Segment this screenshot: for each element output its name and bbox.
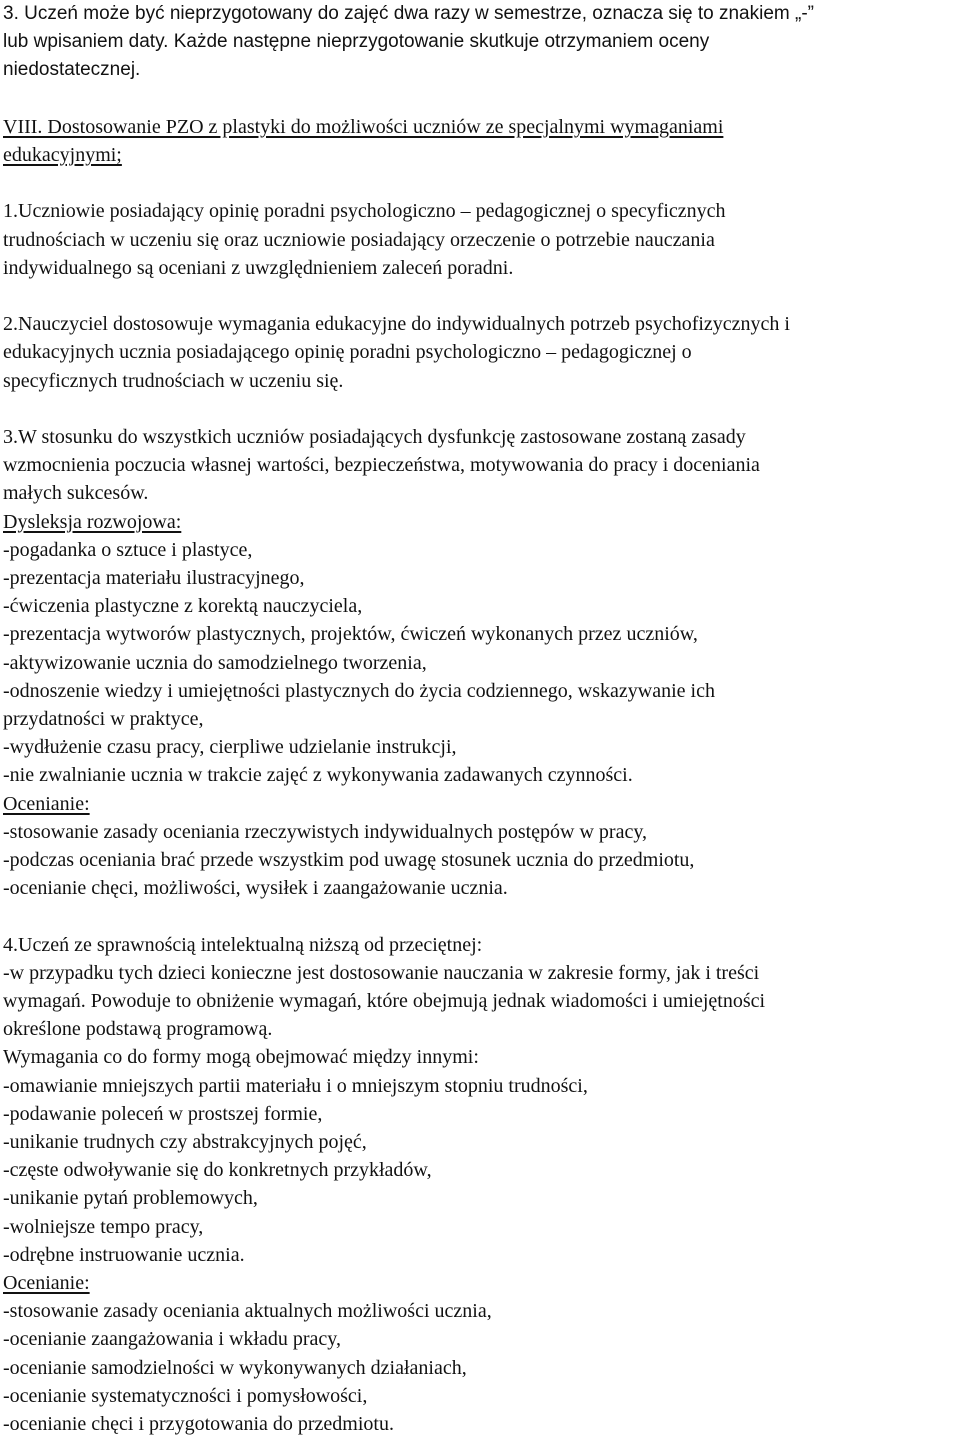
list-item: -częste odwoływanie się do konkretnych przykładów, bbox=[3, 1159, 432, 1182]
list-item: -wolniejsze tempo pracy, bbox=[3, 1215, 204, 1238]
section-viii-heading bbox=[3, 113, 955, 169]
list-item: -stosowanie zasady oceniania rzeczywistych indywidualnych postępów w pracy, bbox=[3, 820, 648, 843]
paragraph-3 bbox=[3, 423, 955, 508]
list-item: -prezentacja materiału ilustracyjnego, bbox=[3, 567, 305, 589]
list-item: -ocenianie zaangażowania i wkładu pracy, bbox=[3, 1328, 341, 1351]
paragraph-2 bbox=[3, 310, 955, 395]
paragraph-4-list bbox=[3, 959, 955, 1269]
paragraph-4-heading: 4.Uczeń ze sprawnością intelektualną niższą od przeciętnej: bbox=[3, 933, 483, 956]
section-heading-line: VIII. Dostosowanie PZO z plastyki do możliwości uczniów ze specjalnymi wymaganiami bbox=[3, 115, 724, 138]
list-item: -podawanie poleceń w prostszej formie, bbox=[3, 1102, 323, 1125]
list-item: -ocenianie systematyczności i pomysłowości, bbox=[3, 1384, 368, 1407]
list-item: -odnoszenie wiedzy i umiejętności plastycznych do życia codziennego, wskazywanie ich bbox=[3, 679, 715, 702]
text-line: lub wpisaniem daty. Każde następne nieprzygotowanie skutkuje otrzymaniem oceny bbox=[3, 31, 710, 53]
list-item: -unikanie pytań problemowych, bbox=[3, 1187, 258, 1210]
text-line: indywidualnego są oceniani z uwzględnieniem zaleceń poradni. bbox=[3, 256, 514, 279]
list-item: -w przypadku tych dzieci konieczne jest dostosowanie nauczania w zakresie formy, jak i treści bbox=[3, 961, 760, 984]
text-line: edukacyjnych ucznia posiadającego opinię poradni psychologiczno – pedagogicznej o bbox=[3, 341, 692, 364]
list-item: -ocenianie chęci i przygotowania do przedmiotu. bbox=[3, 1413, 394, 1436]
list-item: określone podstawą programową. bbox=[3, 1018, 273, 1041]
list-item: -ocenianie samodzielności w wykonywanych działaniach, bbox=[3, 1356, 467, 1379]
text-line: specyficznych trudnościach w uczeniu się. bbox=[3, 369, 344, 392]
list-item: -stosowanie zasady oceniania aktualnych możliwości ucznia, bbox=[3, 1300, 492, 1323]
text-line: 3.W stosunku do wszystkich uczniów posiadających dysfunkcję zastosowane zostaną zasady bbox=[3, 425, 746, 448]
list-item: -omawianie mniejszych partii materiału i o mniejszym stopniu trudności, bbox=[3, 1074, 588, 1097]
spacer bbox=[3, 902, 955, 930]
item-3-block bbox=[3, 0, 955, 85]
ocenianie-heading: Ocenianie: bbox=[3, 1272, 90, 1295]
ocenianie-list-1 bbox=[3, 818, 955, 903]
paragraph-1 bbox=[3, 197, 955, 282]
list-item: -odrębne instruowanie ucznia. bbox=[3, 1243, 245, 1266]
list-item: -nie zwalnianie ucznia w trakcie zajęć z wykonywania zadawanych czynności. bbox=[3, 764, 633, 787]
ocenianie-heading: Ocenianie: bbox=[3, 792, 90, 815]
text-line: 2.Nauczyciel dostosowuje wymagania edukacyjne do indywidualnych potrzeb psychofizycznych i bbox=[3, 313, 790, 336]
list-item: -prezentacja wytworów plastycznych, projektów, ćwiczeń wykonanych przez uczniów, bbox=[3, 623, 698, 646]
dysleksja-list bbox=[3, 536, 955, 790]
text-line: 1.Uczniowie posiadający opinię poradni psychologiczno – pedagogicznej o specyficznych bbox=[3, 200, 726, 223]
text-line: 3. Uczeń może być nieprzygotowany do zajęć dwa razy w semestrze, oznacza się to znakiem „-” bbox=[3, 3, 814, 24]
spacer bbox=[3, 85, 955, 113]
dysleksja-heading: Dysleksja rozwojowa: bbox=[3, 510, 182, 533]
list-item: -ćwiczenia plastyczne z korektą nauczyciela, bbox=[3, 595, 363, 618]
list-item: -podczas oceniania brać przede wszystkim pod uwagę stosunek ucznia do przedmiotu, bbox=[3, 849, 695, 872]
text-line: niedostatecznej. bbox=[3, 59, 141, 81]
list-item: -pogadanka o sztuce i plastyce, bbox=[3, 538, 253, 561]
spacer bbox=[3, 395, 955, 423]
list-item: -unikanie trudnych czy abstrakcyjnych pojęć, bbox=[3, 1131, 367, 1154]
text-line: wzmocnienia poczucia własnej wartości, bezpieczeństwa, motywowania do pracy i doceniania bbox=[3, 454, 760, 477]
ocenianie-list-2 bbox=[3, 1297, 955, 1438]
list-item: Wymagania co do formy mogą obejmować między innymi: bbox=[3, 1046, 479, 1069]
text-line: trudnościach w uczeniu się oraz uczniowie posiadający orzeczenie o potrzebie nauczania bbox=[3, 228, 715, 251]
list-item: -aktywizowanie ucznia do samodzielnego tworzenia, bbox=[3, 651, 427, 674]
text-line: małych sukcesów. bbox=[3, 482, 149, 505]
section-heading-line: edukacyjnymi; bbox=[3, 144, 122, 166]
list-item: -wydłużenie czasu pracy, cierpliwe udzielanie instrukcji, bbox=[3, 736, 457, 759]
spacer bbox=[3, 169, 955, 197]
list-item: wymagań. Powoduje to obniżenie wymagań, które obejmują jednak wiadomości i umiejętności bbox=[3, 990, 766, 1013]
document-page bbox=[3, 0, 955, 1438]
spacer bbox=[3, 282, 955, 310]
list-item: przydatności w praktyce, bbox=[3, 708, 204, 731]
list-item: -ocenianie chęci, możliwości, wysiłek i zaangażowanie ucznia. bbox=[3, 877, 508, 900]
